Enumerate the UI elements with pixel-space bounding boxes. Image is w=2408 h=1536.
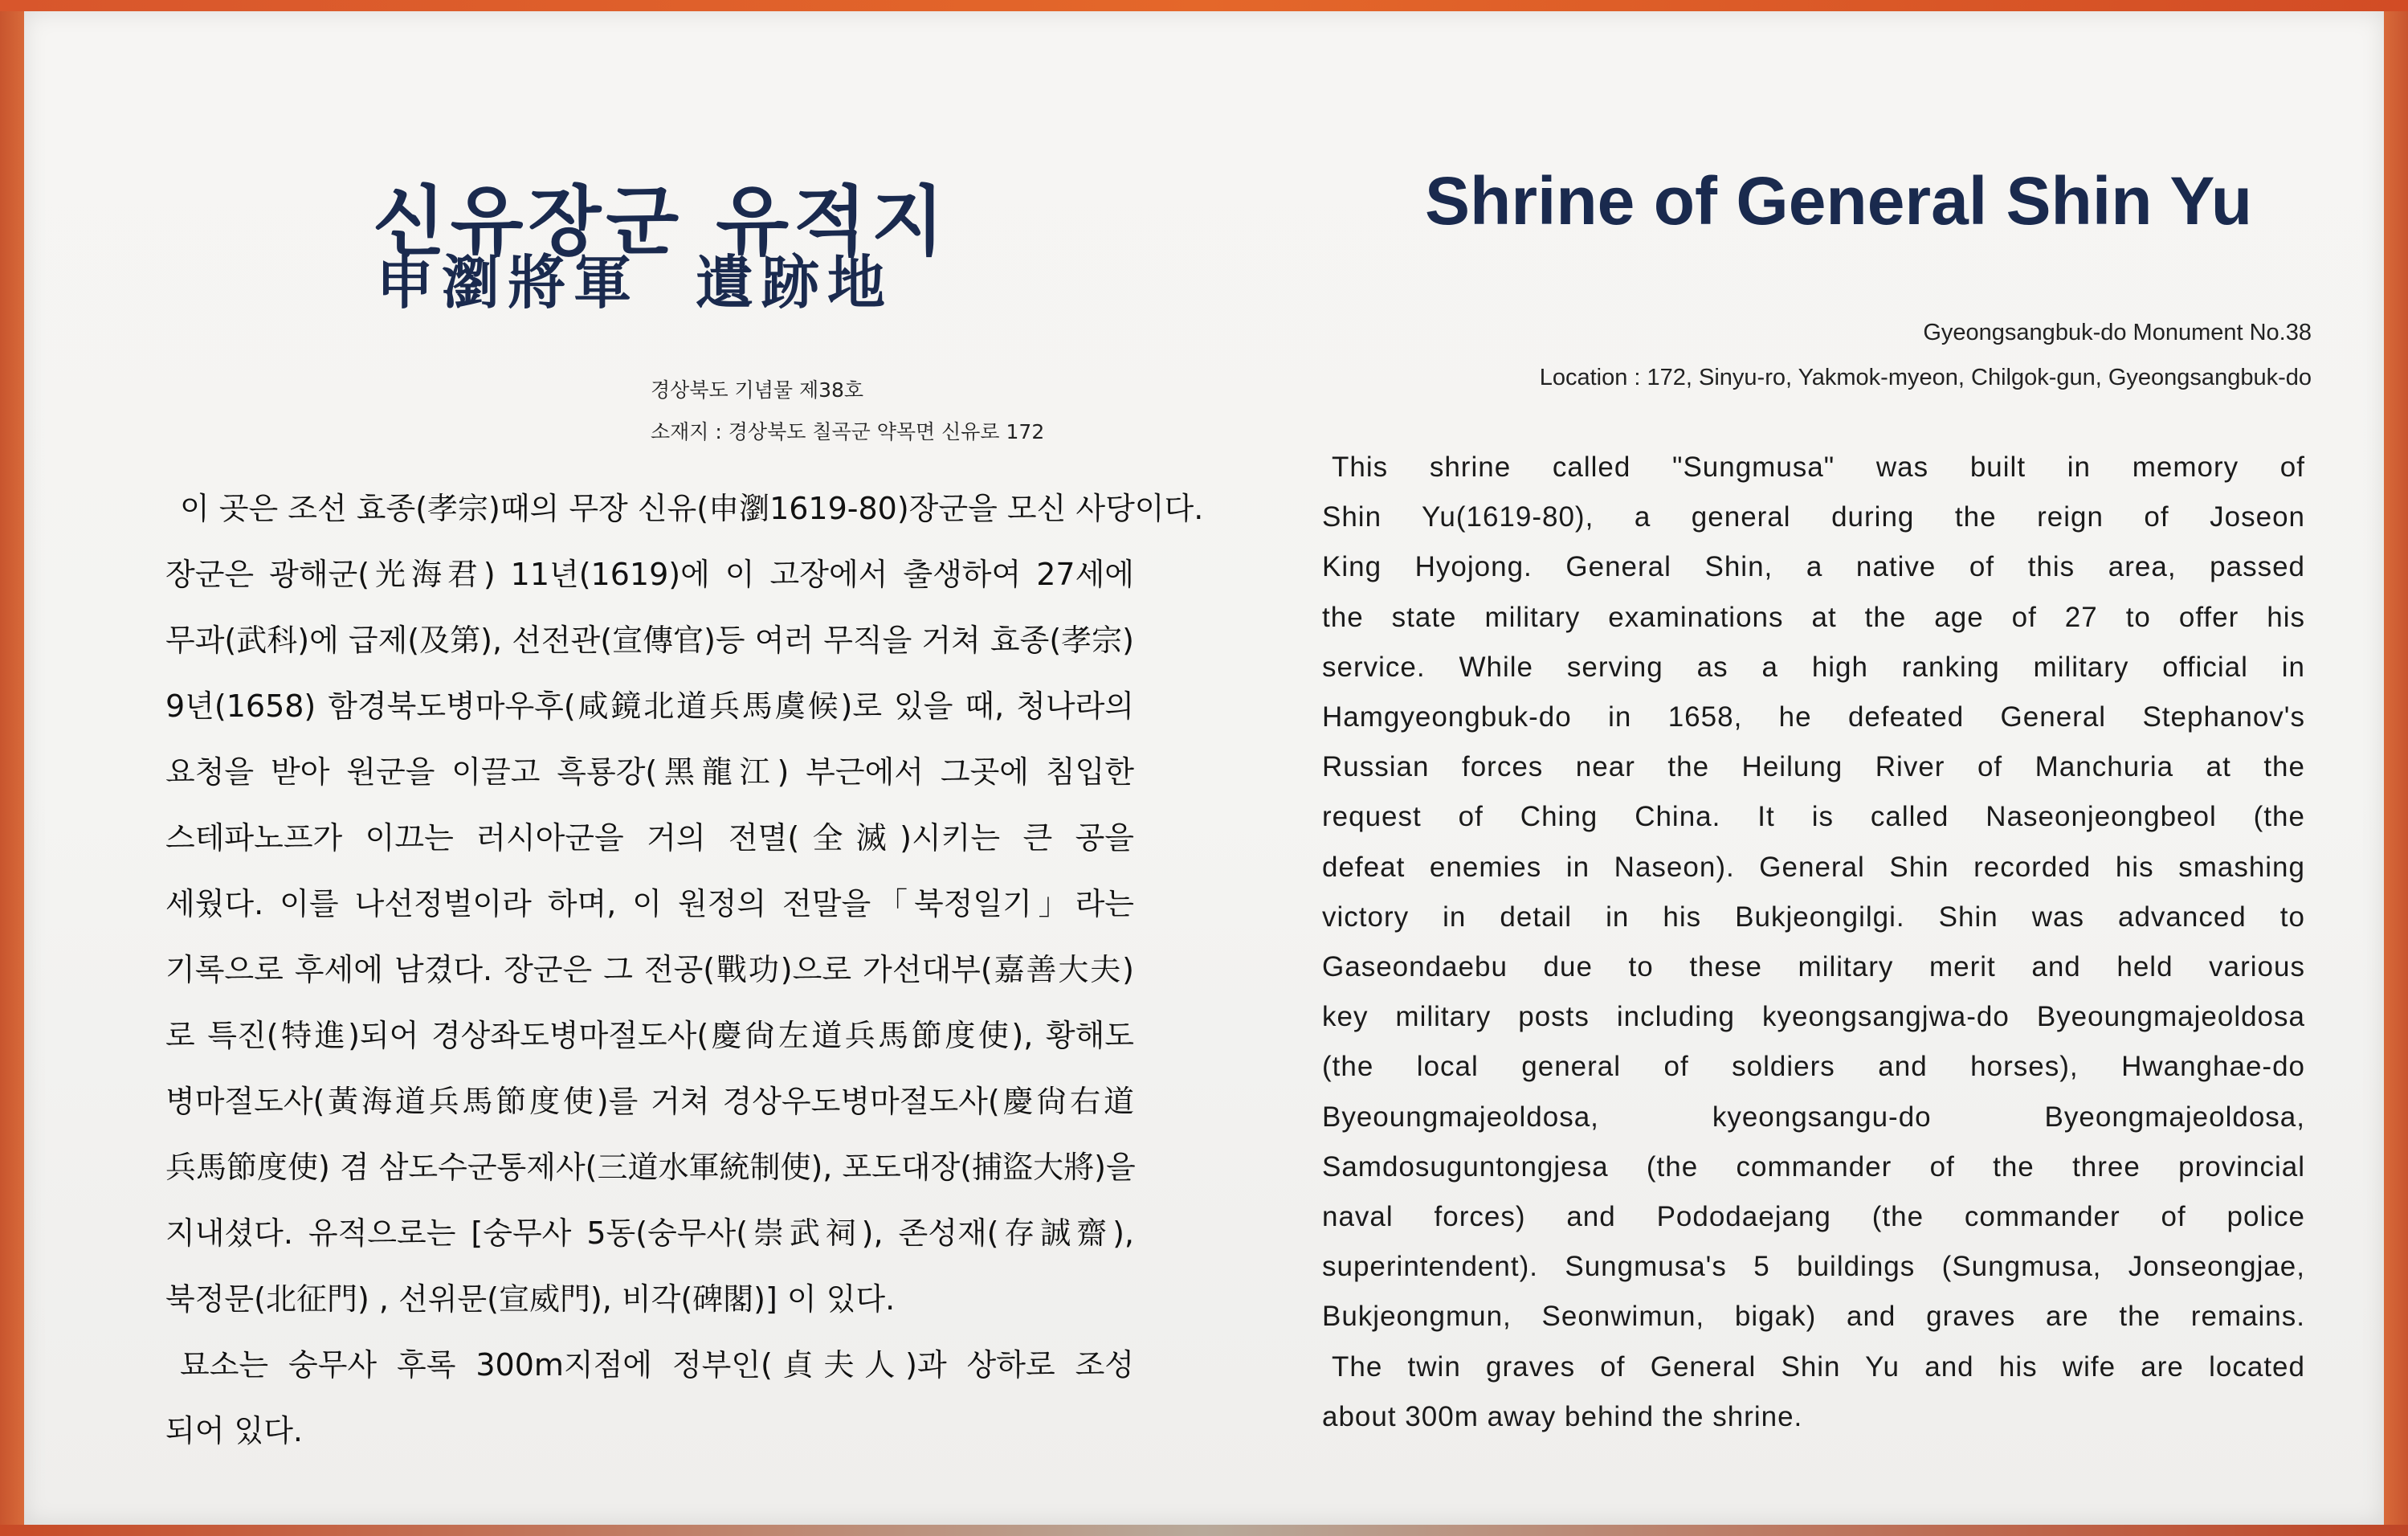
english-text-line: This shrine called "Sungmusa" was built in memory of — [1332, 451, 2305, 483]
korean-text-line: 지내셨다. 유적으로는 [숭무사 5동(숭무사(崇武祠), 존성재(存誠齋), — [165, 1215, 1134, 1251]
korean-monument-number: 경상북도 기념물 제38호 — [651, 378, 864, 402]
english-text-line: Byeoungmajeoldosa, kyeongsangu-do Byeongmajeoldosa, — [1322, 1101, 2305, 1133]
english-text-line: victory in detail in his Bukjeongilgi. Shin was advanced to — [1322, 901, 2305, 933]
english-text-line: Hamgyeongbuk-do in 1658, he defeated General Stephanov's — [1322, 701, 2305, 733]
korean-text-line: 되어 있다. — [165, 1413, 303, 1448]
english-text-line: key military posts including kyeongsangjwa-do Byeoungmajeoldosa — [1322, 1001, 2305, 1033]
korean-text-line: 스테파노프가 이끄는 러시아군을 거의 전멸(全滅)시키는 큰 공을 — [165, 820, 1134, 856]
korean-text-line: 兵馬節度使) 겸 삼도수군통제사(三道水軍統制使), 포도대장(捕盜大將)을 — [165, 1150, 1136, 1185]
english-text-line: request of Ching China. It is called Naseonjeongbeol (the — [1322, 801, 2305, 833]
korean-text-line: 로 특진(特進)되어 경상좌도병마절도사(慶尙左道兵馬節度使), 황해도 — [165, 1018, 1134, 1053]
korean-title-part-b: 유적지 — [716, 178, 949, 266]
english-text-line: superintendent). Sungmusa's 5 buildings (Sungmusa, Jonseongjae, — [1322, 1251, 2305, 1283]
korean-text-line: 세웠다. 이를 나선정벌이라 하며, 이 원정의 전말을「북정일기」라는 — [165, 886, 1134, 921]
korean-text-line: 병마절도사(黃海道兵馬節度使)를 거쳐 경상우도병마절도사(慶尙右道 — [165, 1084, 1134, 1119]
english-text-line: the state military examinations at the age of 27 to offer his — [1322, 601, 2305, 633]
korean-text-line: 이 곳은 조선 효종(孝宗)때의 무장 신유(申瀏1619-80)장군을 모신 사당이다. — [180, 491, 1204, 526]
english-text-line: Shin Yu(1619-80), a general during the reign of Joseon — [1322, 501, 2305, 533]
english-text-line: about 300m away behind the shrine. — [1322, 1400, 1803, 1432]
english-location: Location : 172, Sinyu-ro, Yakmok-myeon, Chilgok-gun, Gyeongsangbuk-do — [1539, 365, 2312, 390]
english-text-line: (the local general of soldiers and horses), Hwanghae-do — [1322, 1051, 2305, 1083]
english-text-line: service. While serving as a high ranking military official in — [1322, 651, 2305, 683]
english-text-line: King Hyojong. General Shin, a native of this area, passed — [1322, 551, 2305, 583]
korean-text-line: 북정문(北征門) , 선위문(宣威門), 비각(碑閣)] 이 있다. — [165, 1281, 896, 1317]
english-text-line: Russian forces near the Heilung River of Manchuria at the — [1322, 751, 2305, 783]
korean-text-line: 요청을 받아 원군을 이끌고 흑룡강(黑龍江) 부근에서 그곳에 침입한 — [165, 754, 1134, 790]
korean-title-part-a: 신유장군 — [373, 178, 684, 266]
english-title: Shrine of General Shin Yu — [1425, 163, 2253, 239]
english-text-line: Samdosuguntongjesa (the commander of the three provincial — [1322, 1150, 2305, 1183]
korean-text-line: 묘소는 숭무사 후록 300m지점에 정부인(貞夫人)과 상하로 조성 — [180, 1347, 1134, 1383]
sign-panel — [24, 11, 2384, 1525]
hanja-title-part-b: 遺跡地 — [696, 248, 894, 317]
sign-bottom-edge — [0, 1525, 2408, 1536]
korean-text-line: 무과(武科)에 급제(及第), 선전관(宣傳官)등 여러 무직을 거쳐 효종(孝宗) — [165, 623, 1134, 658]
korean-text-line: 장군은 광해군(光海君) 11년(1619)에 이 고장에서 출생하여 27세에 — [165, 557, 1134, 592]
english-text-line: Bukjeongmun, Seonwimun, bigak) and graves are the remains. — [1322, 1301, 2305, 1333]
english-monument-number: Gyeongsangbuk-do Monument No.38 — [1923, 320, 2312, 345]
korean-location: 소재지 : 경상북도 칠곡군 약목면 신유로 172 — [651, 420, 1045, 443]
hanja-title — [376, 236, 906, 320]
english-text-line: Gaseondaebu due to these military merit and held various — [1322, 951, 2305, 982]
english-text-line: naval forces) and Pododaejang (the commander of police — [1322, 1201, 2305, 1232]
sign-top-edge — [0, 0, 2408, 11]
english-text-line: The twin graves of General Shin Yu and his wife are located — [1332, 1350, 2305, 1383]
korean-text-line: 기록으로 후세에 남겼다. 장군은 그 전공(戰功)으로 가선대부(嘉善大夫) — [165, 952, 1134, 987]
english-text-line: defeat enemies in Naseon). General Shin recorded his smashing — [1322, 851, 2305, 883]
korean-text-line: 9년(1658) 함경북도병마우후(咸鏡北道兵馬虞候)로 있을 때, 청나라의 — [165, 688, 1134, 724]
hanja-title-part-a: 申瀏將軍 — [376, 248, 640, 317]
